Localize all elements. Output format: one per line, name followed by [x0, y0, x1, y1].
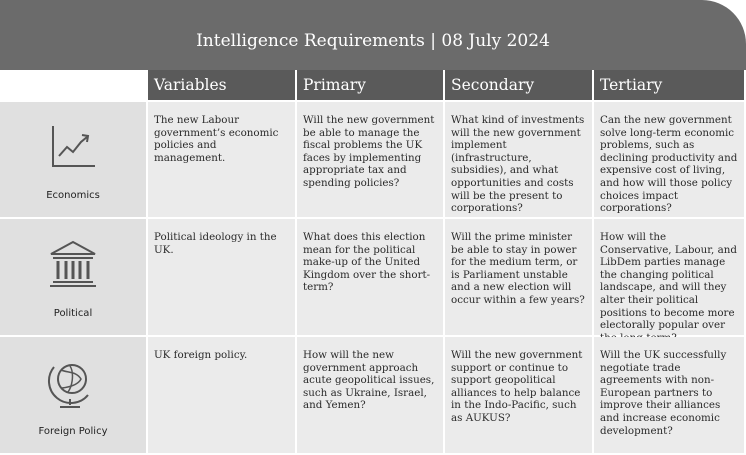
row-label-foreign-policy [0, 337, 148, 455]
globe-icon [48, 357, 98, 413]
table-cell: What kind of investments will the new government implement (infrastructure, subsidies), and what opportunities and costs will be the present to corporations? [445, 102, 594, 219]
table-cell: How will the new government approach acute geopolitical issues, such as Ukraine, Israel, and Yemen? [297, 337, 445, 455]
table-cell: Will the UK successfully negotiate trade agreements with non-European partners to improve their alliances and increase economic development? [594, 337, 746, 455]
table-cell: Will the new government be able to manage the fiscal problems the UK faces by implementing appropriate tax and spending policies? [297, 102, 445, 219]
table-cell: How will the Conservative, Labour, and LibDem parties manage the changing political landscape, and will they alter their political positions to become more electorally popular over [594, 219, 746, 337]
row-label-political [0, 219, 148, 337]
line-chart-icon [49, 122, 97, 170]
government-building-icon [48, 239, 98, 289]
requirements-table [0, 70, 746, 455]
column-header-variables: Variables [148, 70, 297, 102]
table-cell: What does this election mean for the political make-up of the United Kingdom over the short-term? [297, 219, 445, 337]
table-cell: Political ideology in the UK. [148, 219, 297, 337]
row-label-text: Economics [46, 190, 100, 201]
table-cell: UK foreign policy. [148, 337, 297, 455]
table-cell: Will the prime minister be able to stay in power for the medium term, or is Parliament unstable and a new election will occur within a few years? [445, 219, 594, 337]
row-label-economics [0, 102, 148, 219]
header-corner [0, 70, 148, 102]
row-label-text: Foreign Policy [38, 426, 108, 437]
column-header-primary: Primary [297, 70, 445, 102]
title-banner [0, 0, 746, 70]
table-cell: Will the new government support or continue to support geopolitical alliances to help balance in the Indo-Pacific, such as AUKUS? [445, 337, 594, 455]
table-cell: Can the new government solve long-term economic problems, such as declining productivity and expensive cost of living, and how will those policy choices impact corporations? [594, 102, 746, 219]
column-header-tertiary: Tertiary [594, 70, 746, 102]
table-cell: The new Labour government’s economic policies and management. [148, 102, 297, 219]
page-title: Intelligence Requirements | 08 July 2024 [196, 31, 550, 51]
row-label-text: Political [53, 308, 93, 319]
column-header-secondary: Secondary [445, 70, 594, 102]
